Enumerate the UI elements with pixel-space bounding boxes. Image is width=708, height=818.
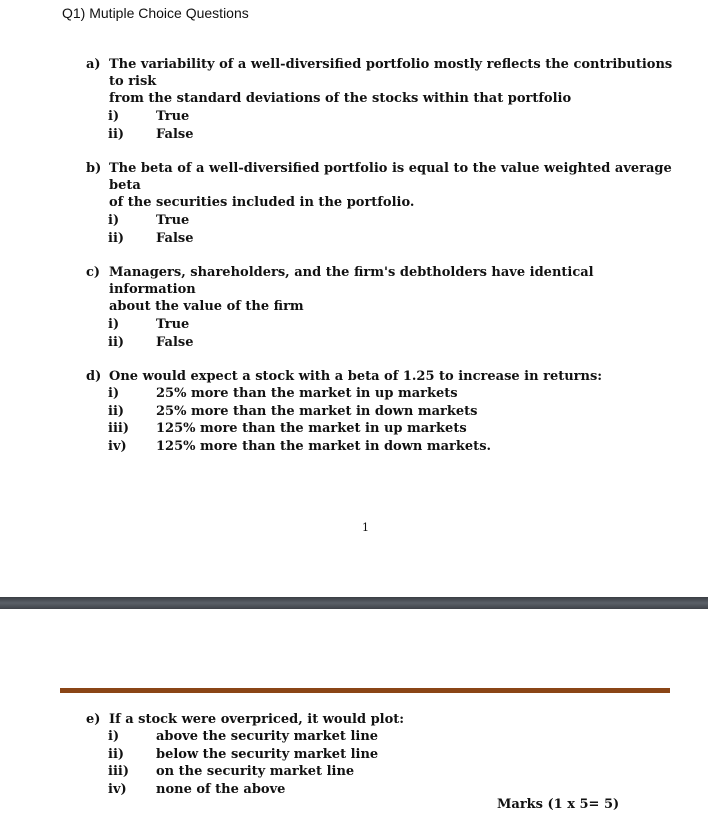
page-number: 1 — [362, 521, 369, 534]
option-text: none of the above — [156, 781, 286, 797]
options-d — [108, 385, 491, 455]
option-number: i) — [108, 386, 120, 401]
option-text: 25% more than the market in up markets — [156, 386, 458, 401]
options-e — [108, 728, 378, 798]
option — [108, 746, 378, 764]
option — [108, 212, 193, 230]
question-d — [86, 368, 676, 385]
question-line: The variability of a well-diversified portfolio mostly reflects the contributions to risk — [109, 57, 673, 89]
option-number: i) — [108, 213, 120, 228]
page-break-divider — [0, 597, 708, 609]
option-number: iii) — [108, 421, 129, 436]
option — [108, 420, 491, 438]
question-c — [86, 264, 676, 315]
question-line: Managers, shareholders, and the firm's debtholders have identical information — [109, 265, 594, 297]
options-c — [108, 316, 193, 351]
option — [108, 230, 193, 248]
question-line: of the securities included in the portfolio. — [109, 195, 415, 210]
option-text: on the security market line — [156, 764, 355, 779]
option — [108, 108, 193, 126]
header-rule — [60, 688, 670, 693]
option — [108, 316, 193, 334]
option-text: above the security market line — [156, 729, 379, 744]
option — [108, 438, 491, 456]
option-text: 125% more than the market in down markets. — [156, 438, 492, 454]
question-line: about the value of the firm — [109, 299, 304, 314]
question-letter: d) — [86, 369, 102, 384]
option — [108, 385, 491, 403]
option — [108, 403, 491, 421]
question-letter: c) — [86, 265, 101, 280]
option-text: 125% more than the market in up markets — [156, 421, 467, 436]
option — [108, 126, 193, 144]
option-text: False — [156, 126, 194, 142]
option-text: True — [156, 317, 190, 332]
option-number: ii) — [108, 126, 125, 142]
question-letter: e) — [86, 712, 101, 727]
option — [108, 763, 378, 781]
option-text: False — [156, 230, 194, 246]
option-text: False — [156, 334, 194, 350]
option-number: ii) — [108, 746, 125, 762]
question-b — [86, 160, 676, 211]
option-text: below the security market line — [156, 746, 379, 762]
option — [108, 334, 193, 352]
marks-label: Marks (1 x 5= 5) — [497, 797, 620, 812]
options-b — [108, 212, 193, 247]
question-line: One would expect a stock with a beta of 1.25 to increase in returns: — [109, 369, 603, 384]
option-number: i) — [108, 729, 120, 744]
option-number: iii) — [108, 764, 129, 779]
option — [108, 781, 378, 799]
option-text: True — [156, 109, 190, 124]
option-number: ii) — [108, 334, 125, 350]
options-a — [108, 108, 193, 143]
question-line: If a stock were overpriced, it would plot: — [109, 712, 405, 727]
question-line: The beta of a well-diversified portfolio is equal to the value weighted average beta — [109, 161, 672, 193]
question-letter: a) — [86, 57, 101, 72]
option-number: iv) — [108, 438, 127, 454]
option-text: True — [156, 213, 190, 228]
option-number: i) — [108, 317, 120, 332]
question-e — [86, 711, 676, 728]
option-number: ii) — [108, 403, 125, 419]
question-a — [86, 56, 676, 107]
option-number: i) — [108, 109, 120, 124]
question-line: from the standard deviations of the stocks within that portfolio — [109, 91, 572, 106]
option-text: 25% more than the market in down markets — [156, 403, 478, 419]
option — [108, 728, 378, 746]
option-number: iv) — [108, 781, 127, 797]
option-number: ii) — [108, 230, 125, 246]
section-heading: Q1) Mutiple Choice Questions — [62, 5, 249, 21]
question-letter: b) — [86, 161, 102, 176]
